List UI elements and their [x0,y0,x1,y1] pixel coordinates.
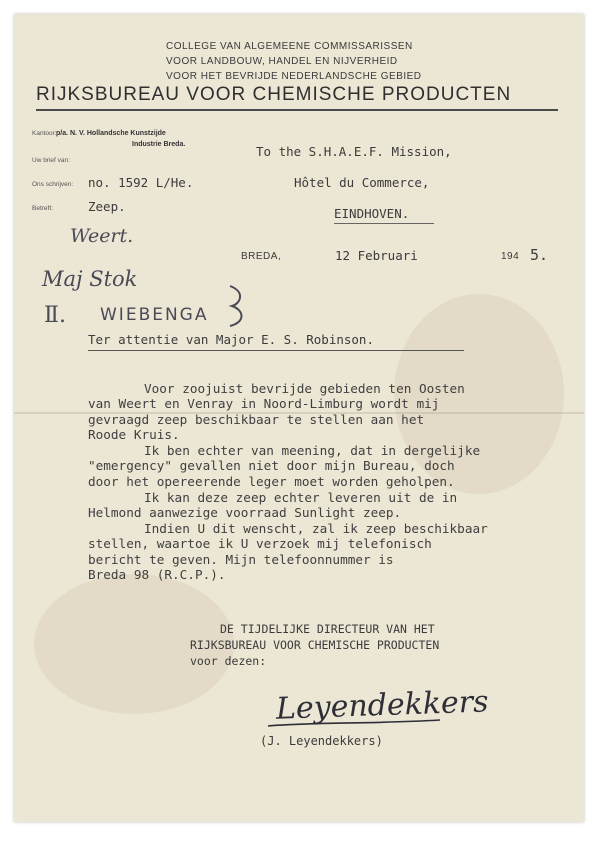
address-line-2: Hôtel du Commerce, [294,175,430,190]
reference-number: no. 1592 L/He. [88,175,194,190]
ons-schrijven-label: Ons schrijven: [32,181,74,188]
body-paragraph-3 [88,490,457,521]
closing-line-3: voor dezen: [190,654,267,668]
handwritten-note-weert: Weert. [70,225,134,247]
kantoor-value-2: Industrie Breda. [132,141,186,148]
letterhead-title: RIJKSBUREAU VOOR CHEMISCHE PRODUCTEN [36,84,512,105]
kantoor-label: Kantoor: [32,130,57,137]
kantoor-value-1: p/a. N. V. Hollandsche Kunstzijde [56,130,166,137]
uw-brief-label: Uw brief van: [32,157,70,164]
body-line: Voor zoojuist bevrijde gebieden ten Oosten [144,381,465,396]
date-place: BREDA, [241,251,282,262]
handwritten-bracket [226,282,256,328]
attention-underline [88,350,464,351]
letterhead-rule [36,109,558,111]
letterhead-line-3: VOOR HET BEVRIJDE NEDERLANDSCHE GEBIED [166,71,422,82]
letter-paper [14,14,584,822]
signature-underline [264,716,444,730]
date-year-prefix: 194 [501,251,520,262]
handwritten-mark: Ⅱ. [44,303,66,328]
closing-line-2: RIJKSBUREAU VOOR CHEMISCHE PRODUCTEN [190,638,440,652]
address-line-1: To the S.H.A.E.F. Mission, [256,144,452,159]
body-line: door het opereerende leger moet worden geholpen. [88,473,455,489]
attention-line: Ter attentie van Major E. S. Robinson. [88,332,374,347]
signature: Leyendekkers [275,684,490,727]
body-line: Roode Kruis. [88,427,180,443]
betreft-label: Betreft: [32,205,53,212]
body-paragraph-2 [88,443,480,489]
body-line: stellen, waartoe ik U verzoek mij telefonisch [88,536,432,552]
address-underline [334,223,434,224]
date-year-suffix: 5. [530,246,549,264]
handwritten-note-wiebenga: WIEBENGA [100,305,209,325]
body-line: "emergency" gevallen niet door mijn Bureau, doch [88,458,455,474]
body-line: van Weert en Venray in Noord-Limburg wordt mij [88,396,440,412]
body-paragraph-1 [88,381,465,443]
body-line: bericht te geven. Mijn telefoonnummer is [88,551,394,567]
subject-value: Zeep. [88,199,126,214]
letterhead-line-2: VOOR LANDBOUW, HANDEL EN NIJVERHEID [166,56,398,67]
handwritten-note-maj-stok: Maj Stok [42,267,138,291]
letterhead-line-1: COLLEGE VAN ALGEMEENE COMMISSARISSEN [166,41,413,52]
body-paragraph-4 [88,521,488,583]
body-line: Breda 98 (R.C.P.). [88,567,226,583]
address-line-3: EINDHOVEN. [334,206,410,221]
signatory-name: (J. Leyendekkers) [260,734,383,748]
body-line: Ik kan deze zeep echter leveren uit de in [144,490,458,505]
closing-line-1: DE TIJDELIJKE DIRECTEUR VAN HET [220,622,435,636]
body-line: gevraagd zeep beschikbaar te stellen aan het [88,411,425,427]
body-line: Helmond aanwezige voorraad Sunlight zeep. [88,505,402,521]
body-line: Ik ben echter van meening, dat in dergelijke [144,443,481,458]
body-line: Indien U dit wenscht, zal ik zeep beschikbaar [144,521,488,536]
date-day-month: 12 Februari [335,248,418,263]
